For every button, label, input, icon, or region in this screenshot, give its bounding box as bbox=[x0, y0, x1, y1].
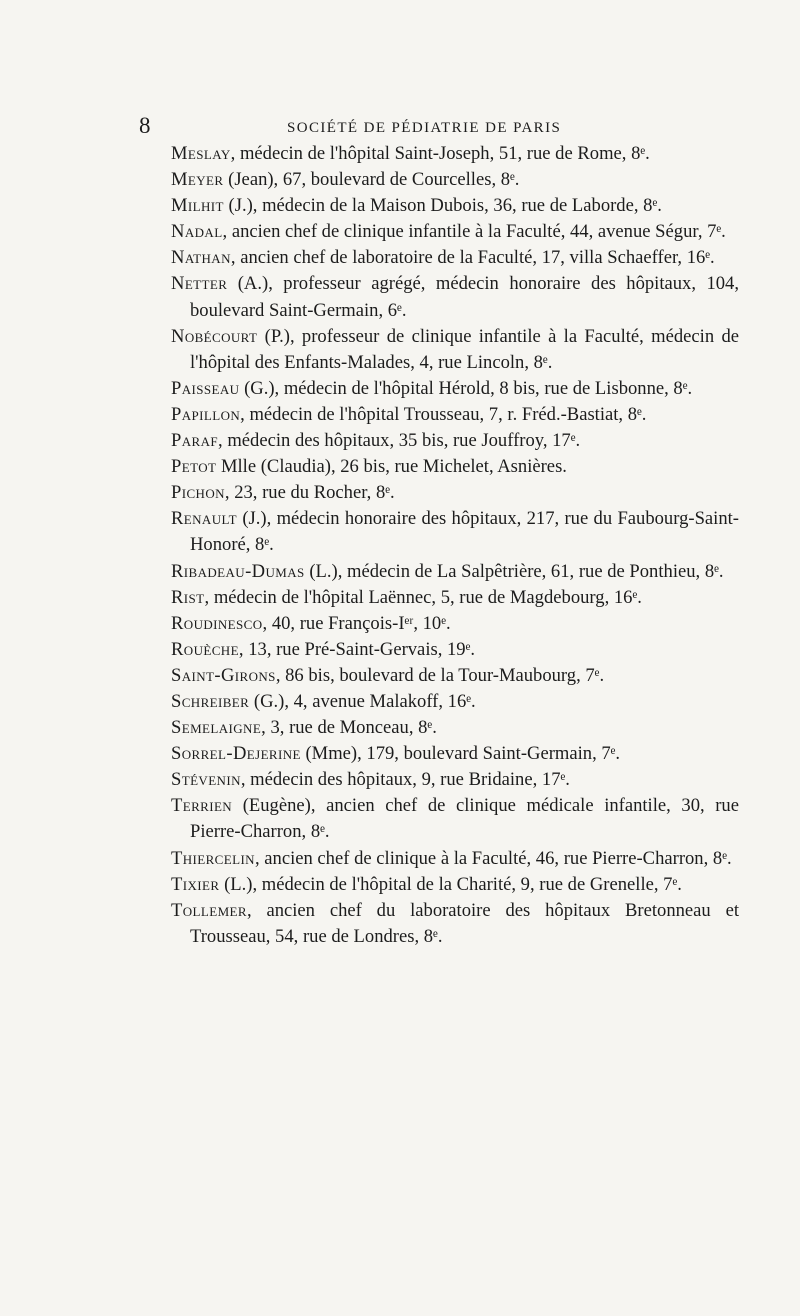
member-list bbox=[171, 141, 739, 950]
member-name: Pichon bbox=[171, 482, 225, 504]
list-item bbox=[171, 219, 739, 245]
member-details: , médecin des hôpitaux, 35 bis, rue Jouffroy, 17ᵉ. bbox=[218, 430, 581, 452]
list-item bbox=[171, 454, 739, 480]
list-item bbox=[171, 898, 739, 950]
member-name: Papillon bbox=[171, 403, 241, 425]
member-name: Terrien bbox=[171, 795, 233, 817]
member-name: Semelaigne bbox=[171, 717, 262, 739]
list-item bbox=[171, 402, 739, 428]
list-item bbox=[171, 793, 739, 845]
list-item bbox=[171, 324, 739, 376]
member-name: Sorrel-Dejerine bbox=[171, 743, 301, 765]
member-name: Ribadeau-Dumas bbox=[171, 560, 305, 582]
member-details: , médecin de l'hôpital Laënnec, 5, rue de Magdebourg, 16ᵉ. bbox=[204, 586, 642, 608]
list-item bbox=[171, 271, 739, 323]
member-details: (G.), médecin de l'hôpital Hérold, 8 bis, rue de Lisbonne, 8ᵉ. bbox=[239, 377, 693, 399]
list-item bbox=[171, 689, 739, 715]
member-name: Tollemer bbox=[171, 899, 247, 921]
member-name: Schreiber bbox=[171, 690, 250, 712]
list-item bbox=[171, 715, 739, 741]
member-name: Paisseau bbox=[171, 377, 240, 399]
member-details: Mlle (Claudia), 26 bis, rue Michelet, Asnières. bbox=[216, 456, 567, 478]
list-item bbox=[171, 663, 739, 689]
member-details: (L.), médecin de La Salpêtrière, 61, rue de Ponthieu, 8ᵉ. bbox=[304, 560, 724, 582]
member-details: , 23, rue du Rocher, 8ᵉ. bbox=[224, 482, 395, 504]
member-details: (Eugène), ancien chef de clinique médicale infantile, 30, rue Pierre-Charron, 8ᵉ. bbox=[190, 795, 739, 843]
member-details: , ancien chef de laboratoire de la Faculté, 17, villa Schaeffer, 16ᵉ. bbox=[230, 247, 715, 269]
member-details: , ancien chef du laboratoire des hôpitaux Bretonneau et Trousseau, 54, rue de Londres, 8ᵉ. bbox=[190, 899, 739, 947]
list-item bbox=[171, 506, 739, 558]
member-details: (A.), professeur agrégé, médecin honoraire des hôpitaux, 104, boulevard Saint-Germain, 6ᵉ. bbox=[190, 273, 739, 321]
member-name: Renault bbox=[171, 508, 237, 530]
list-item bbox=[171, 611, 739, 637]
member-name: Rouèche bbox=[171, 638, 239, 660]
page-number: 8 bbox=[139, 113, 151, 138]
list-item bbox=[171, 767, 739, 793]
member-name: Nadal bbox=[171, 221, 223, 243]
member-name: Netter bbox=[171, 273, 228, 295]
list-item bbox=[171, 846, 739, 872]
running-title: SOCIÉTÉ DE PÉDIATRIE DE PARIS bbox=[287, 120, 562, 136]
member-name: Saint-Girons bbox=[171, 664, 276, 686]
member-name: Petot bbox=[171, 456, 217, 478]
list-item bbox=[171, 376, 739, 402]
member-details: , médecin de l'hôpital Trousseau, 7, r. Fréd.-Bastiat, 8ᵉ. bbox=[240, 403, 647, 425]
member-details: (J.), médecin de la Maison Dubois, 36, rue de Laborde, 8ᵉ. bbox=[223, 195, 662, 217]
member-name: Tixier bbox=[171, 873, 220, 895]
list-item bbox=[171, 559, 739, 585]
member-details: , 13, rue Pré-Saint-Gervais, 19ᵉ. bbox=[238, 638, 476, 660]
member-details: (G.), 4, avenue Malakoff, 16ᵉ. bbox=[249, 690, 476, 712]
member-details: , 86 bis, boulevard de la Tour-Maubourg, 7ᵉ. bbox=[275, 664, 605, 686]
member-name: Stévenin bbox=[171, 769, 241, 791]
list-item bbox=[171, 141, 739, 167]
member-details: (L.), médecin de l'hôpital de la Charité, 9, rue de Grenelle, 7ᵉ. bbox=[219, 873, 682, 895]
list-item bbox=[171, 428, 739, 454]
member-details: , 40, rue François-Iᵉʳ, 10ᵉ. bbox=[262, 612, 451, 634]
member-name: Meslay bbox=[171, 143, 231, 164]
member-name: Meyer bbox=[171, 169, 224, 191]
list-item bbox=[171, 585, 739, 611]
member-name: Roudinesco bbox=[171, 612, 263, 634]
list-item bbox=[171, 193, 739, 219]
member-details: , ancien chef de clinique infantile à la Faculté, 44, avenue Ségur, 7ᵉ. bbox=[222, 221, 726, 243]
member-details: , médecin des hôpitaux, 9, rue Bridaine, 17ᵉ. bbox=[240, 769, 570, 791]
member-name: Milhit bbox=[171, 195, 224, 217]
member-name: Nathan bbox=[171, 247, 231, 269]
member-name: Paraf bbox=[171, 430, 219, 452]
member-name: Thiercelin bbox=[171, 847, 255, 869]
member-name: Nobécourt bbox=[171, 325, 258, 347]
member-details: (J.), médecin honoraire des hôpitaux, 217, rue du Faubourg-Saint-Honoré, 8ᵉ. bbox=[190, 508, 739, 556]
list-item bbox=[171, 245, 739, 271]
member-details: , 3, rue de Monceau, 8ᵉ. bbox=[261, 717, 437, 739]
list-item bbox=[171, 741, 739, 767]
list-item bbox=[171, 480, 739, 506]
member-name: Rist bbox=[171, 586, 205, 608]
member-details: (Jean), 67, boulevard de Courcelles, 8ᵉ. bbox=[223, 169, 520, 191]
member-details: (Mme), 179, boulevard Saint-Germain, 7ᵉ. bbox=[300, 743, 621, 765]
member-details: (P.), professeur de clinique infantile à la Faculté, médecin de l'hôpital des Enfants-Malades, 4, rue Lincoln, 8ᵉ. bbox=[190, 325, 739, 373]
member-details: , ancien chef de clinique à la Faculté, 46, rue Pierre-Charron, 8ᵉ. bbox=[254, 847, 732, 869]
member-details: , médecin de l'hôpital Saint-Joseph, 51, rue de Rome, 8ᵉ. bbox=[230, 143, 650, 164]
list-item bbox=[171, 637, 739, 663]
list-item bbox=[171, 167, 739, 193]
list-item bbox=[171, 872, 739, 898]
